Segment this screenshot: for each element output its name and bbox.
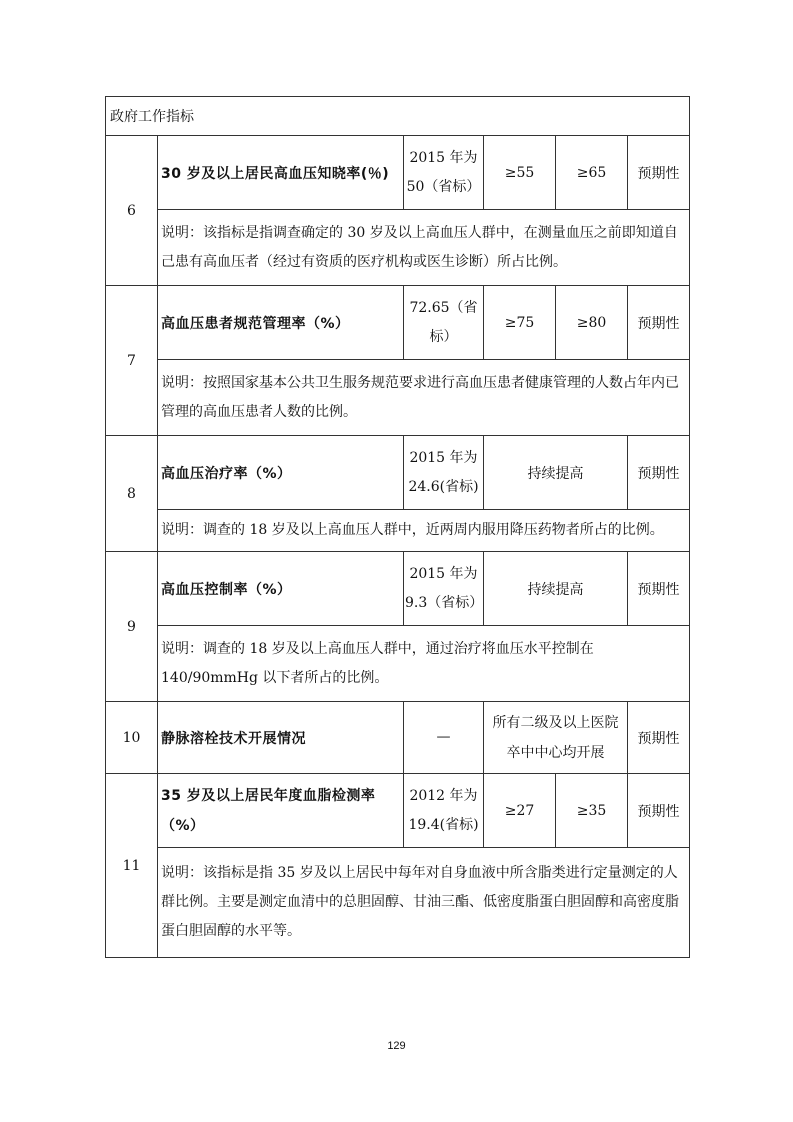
table-row <box>106 552 690 626</box>
baseline-line1: 2015 年为 <box>409 149 478 166</box>
baseline-line2: 50（省标） <box>406 178 481 195</box>
target-2020: ≥27 <box>484 774 556 848</box>
indicator-name: 高血压患者规范管理率（%） <box>158 286 404 360</box>
indicator-type: 预期性 <box>628 436 690 510</box>
target-2025: ≥65 <box>556 136 628 210</box>
indicator-description: 说明：按照国家基本公共卫生服务规范要求进行高血压患者健康管理的人数占年内已管理的高血压患者人数的比例。 <box>158 360 690 436</box>
baseline-line1: 2015 年为 <box>409 449 478 466</box>
row-number: 9 <box>106 552 158 702</box>
baseline-value <box>404 436 484 510</box>
target-2020: ≥75 <box>484 286 556 360</box>
baseline-line1: 2015 年为 <box>409 565 478 582</box>
table-row <box>106 774 690 848</box>
baseline-value <box>404 286 484 360</box>
row-number: 11 <box>106 774 158 958</box>
indicator-name: 30 岁及以上居民高血压知晓率(％) <box>158 136 404 210</box>
description-row <box>106 510 690 552</box>
table-row <box>106 136 690 210</box>
baseline-line2: 标） <box>429 328 458 345</box>
page-number: 129 <box>387 1040 406 1052</box>
baseline-line2: 24.6(省标) <box>408 478 479 495</box>
description-row <box>106 210 690 286</box>
table-title: 政府工作指标 <box>106 97 690 136</box>
description-row <box>106 848 690 958</box>
indicator-name: 高血压治疗率（%） <box>158 436 404 510</box>
description-row <box>106 360 690 436</box>
table-row <box>106 702 690 774</box>
baseline-value <box>404 774 484 848</box>
row-number: 8 <box>106 436 158 552</box>
target-value: 持续提高 <box>484 552 628 626</box>
table-row <box>106 286 690 360</box>
indicator-type: 预期性 <box>628 286 690 360</box>
table-row <box>106 436 690 510</box>
indicator-type: 预期性 <box>628 136 690 210</box>
indicator-type: 预期性 <box>628 552 690 626</box>
baseline-value: — <box>404 702 484 774</box>
indicator-description: 说明：该指标是指 35 岁及以上居民中每年对自身血液中所含脂类进行定量测定的人群比例。主要是测定血清中的总胆固醇、甘油三酯、低密度脂蛋白胆固醇和高密度脂蛋白胆固醇的水平等。 <box>158 848 690 958</box>
indicator-description: 说明：该指标是指调查确定的 30 岁及以上高血压人群中，在测量血压之前即知道自己患有高血压者（经过有资质的医疗机构或医生诊断）所占比例。 <box>158 210 690 286</box>
row-number: 6 <box>106 136 158 286</box>
table-title-row <box>106 97 690 136</box>
target-value: 所有二级及以上医院卒中中心均开展 <box>484 702 628 774</box>
target-value: 持续提高 <box>484 436 628 510</box>
baseline-line1: 72.65（省 <box>409 299 478 316</box>
baseline-line2: 19.4(省标) <box>408 816 479 833</box>
indicator-name: 35 岁及以上居民年度血脂检测率（%） <box>158 774 404 848</box>
indicator-description: 说明：调查的 18 岁及以上高血压人群中，通过治疗将血压水平控制在 140/90mmHg 以下者所占的比例。 <box>158 626 690 702</box>
target-2025: ≥80 <box>556 286 628 360</box>
baseline-line2: 9.3（省标） <box>405 594 484 611</box>
baseline-value <box>404 136 484 210</box>
row-number: 10 <box>106 702 158 774</box>
indicator-type: 预期性 <box>628 702 690 774</box>
baseline-value <box>404 552 484 626</box>
row-number: 7 <box>106 286 158 436</box>
indicator-name: 高血压控制率（%） <box>158 552 404 626</box>
indicator-table <box>105 96 690 958</box>
target-2025: ≥35 <box>556 774 628 848</box>
description-row <box>106 626 690 702</box>
target-2020: ≥55 <box>484 136 556 210</box>
baseline-line1: 2012 年为 <box>409 787 478 804</box>
indicator-description: 说明：调查的 18 岁及以上高血压人群中，近两周内服用降压药物者所占的比例。 <box>158 510 690 552</box>
indicator-name: 静脉溶栓技术开展情况 <box>158 702 404 774</box>
indicator-type: 预期性 <box>628 774 690 848</box>
